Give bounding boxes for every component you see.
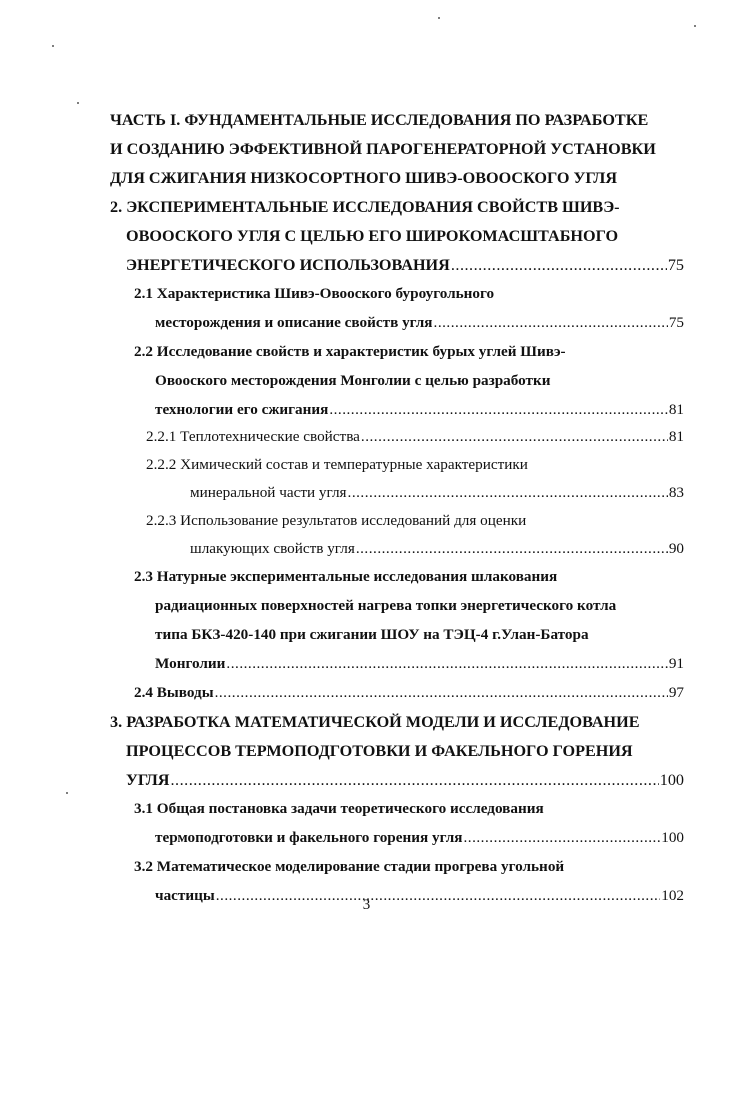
toc-page-number: 100	[659, 771, 684, 789]
toc-entry-title: 2.4 Выводы	[134, 684, 214, 701]
toc-page-number: 81	[668, 428, 684, 445]
leader-dots	[434, 311, 668, 335]
section-2-1-line-1: 2.1 Характеристика Шивэ-Овооского буроугольного	[134, 285, 495, 302]
chapter-2-line-2: ОВООСКОГО УГЛЯ С ЦЕЛЬЮ ЕГО ШИРОКОМАСШТАБНОГО	[126, 227, 619, 245]
part-title-line-2: И СОЗДАНИЮ ЭФФЕКТИВНОЙ ПАРОГЕНЕРАТОРНОЙ УСТАНОВКИ	[110, 140, 656, 158]
toc-page-number: 91	[668, 655, 684, 672]
section-2-3-line-1: 2.3 Натурные экспериментальные исследования шлакования	[134, 568, 558, 585]
toc-entry-title: частицы	[155, 887, 215, 904]
section-2-2-line-1: 2.2 Исследование свойств и характеристик бурых углей Шивэ-	[134, 343, 566, 360]
toc-entry-2-1[interactable]	[155, 311, 684, 335]
toc-page-number: 90	[668, 540, 684, 557]
chapter-2-line-1: 2. ЭКСПЕРИМЕНТАЛЬНЫЕ ИССЛЕДОВАНИЯ СВОЙСТВ ШИВЭ-	[110, 198, 620, 216]
page-number: 3	[362, 897, 371, 913]
leader-dots	[463, 826, 660, 850]
toc-page-number: 75	[668, 314, 684, 331]
toc-entry-title: Монголии	[155, 655, 226, 672]
toc-entry-chapter-3[interactable]	[126, 768, 684, 792]
toc-entry-2-2-1[interactable]	[146, 425, 684, 449]
scan-speck	[694, 25, 696, 27]
section-2-2-2-line-1: 2.2.2 Химический состав и температурные характеристики	[146, 456, 528, 473]
toc-entry-title: минеральной части угля	[190, 484, 347, 501]
toc-entry-title: 2.2.1 Теплотехнические свойства	[146, 428, 360, 445]
toc-entry-2-2-3[interactable]	[190, 537, 684, 561]
scan-speck	[77, 102, 79, 104]
toc-page-number: 100	[661, 829, 684, 846]
toc-entry-title: УГЛЯ	[126, 771, 170, 789]
toc-page-number: 97	[668, 684, 684, 701]
toc-page-number: 81	[668, 401, 684, 418]
toc-entry-2-2-2[interactable]	[190, 481, 684, 505]
part-title-line-3: ДЛЯ СЖИГАНИЯ НИЗКОСОРТНОГО ШИВЭ-ОВООСКОГО УГЛЯ	[110, 169, 618, 187]
leader-dots	[361, 425, 668, 449]
part-title-line-1: ЧАСТЬ I. ФУНДАМЕНТАЛЬНЫЕ ИССЛЕДОВАНИЯ ПО РАЗРАБОТКЕ	[110, 111, 649, 129]
leader-dots	[329, 398, 668, 422]
leader-dots	[356, 537, 668, 561]
toc-entry-2-2[interactable]	[155, 398, 684, 422]
chapter-3-line-1: 3. РАЗРАБОТКА МАТЕМАТИЧЕСКОЙ МОДЕЛИ И ИССЛЕДОВАНИЕ	[110, 713, 640, 731]
leader-dots	[215, 681, 668, 705]
toc-entry-2-3[interactable]	[155, 652, 684, 676]
toc-entry-2-4[interactable]	[134, 681, 684, 705]
section-2-3-line-2: радиационных поверхностей нагрева топки энергетического котла	[155, 597, 617, 614]
toc-page-number: 75	[667, 256, 684, 274]
toc-entry-3-1[interactable]	[155, 826, 684, 850]
toc-page-number: 83	[668, 484, 684, 501]
toc-entry-title: технологии его сжигания	[155, 401, 329, 418]
toc-page-number: 102	[661, 887, 684, 904]
toc-entry-title: шлакующих свойств угля	[190, 540, 355, 557]
section-2-2-line-2: Овооского месторождения Монголии с целью разработки	[155, 372, 551, 389]
leader-dots	[171, 768, 659, 792]
toc-entry-title: месторождения и описание свойств угля	[155, 314, 433, 331]
section-3-2-line-1: 3.2 Математическое моделирование стадии прогрева угольной	[134, 858, 565, 875]
chapter-3-line-2: ПРОЦЕССОВ ТЕРМОПОДГОТОВКИ И ФАКЕЛЬНОГО ГОРЕНИЯ	[126, 742, 633, 760]
scan-speck	[52, 45, 54, 47]
leader-dots	[451, 253, 667, 277]
toc-entry-title: термоподготовки и факельного горения угля	[155, 829, 463, 846]
leader-dots	[226, 652, 667, 676]
scan-speck	[438, 17, 440, 19]
leader-dots	[348, 481, 668, 505]
toc-entry-title: ЭНЕРГЕТИЧЕСКОГО ИСПОЛЬЗОВАНИЯ	[126, 256, 450, 274]
toc-entry-chapter-2[interactable]	[126, 253, 684, 277]
section-3-1-line-1: 3.1 Общая постановка задачи теоретического исследования	[134, 800, 544, 817]
section-2-3-line-3: типа БКЗ-420-140 при сжигании ШОУ на ТЭЦ-4 г.Улан-Батора	[155, 626, 589, 643]
section-2-2-3-line-1: 2.2.3 Использование результатов исследований для оценки	[146, 512, 527, 529]
scan-speck	[66, 792, 68, 794]
